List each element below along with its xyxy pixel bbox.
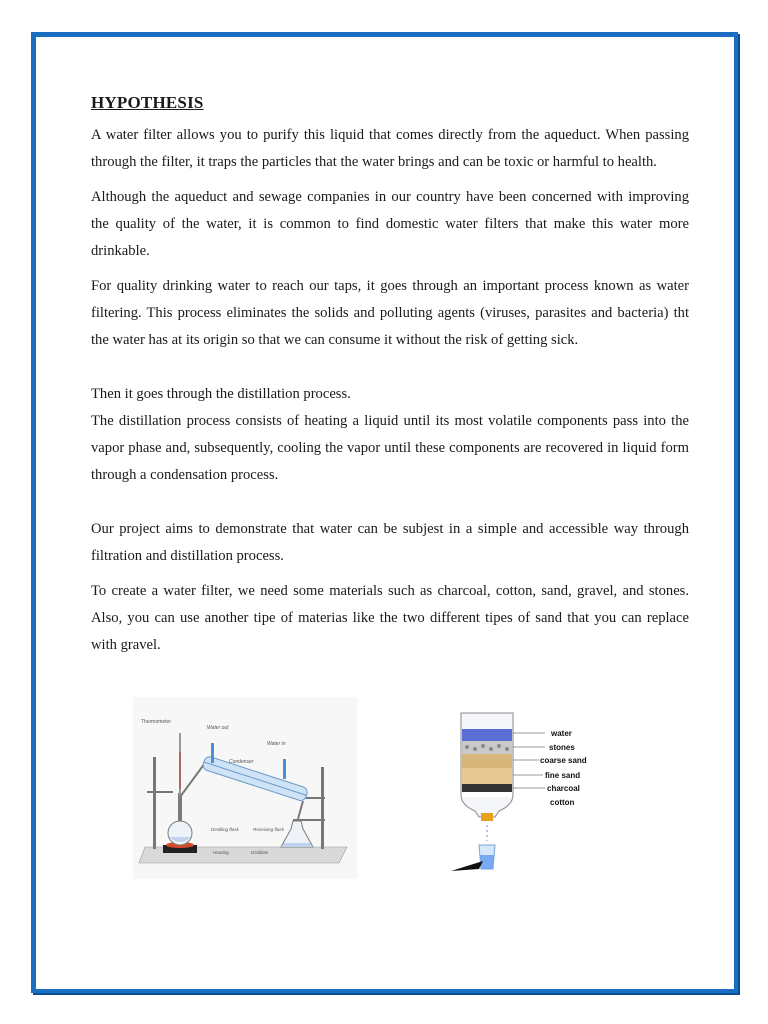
- figures-row: [0, 697, 768, 887]
- paragraph-distillation-process: The distillation process consists of heating a liquid until its most volatile components pass into the vapor phase and, subsequently, cooling the vapor until these components are recovered in liquid form through a condensation process.: [91, 413, 689, 483]
- distillation-apparatus-diagram: [133, 697, 357, 879]
- layer-label-coarse-sand: coarse sand: [540, 756, 587, 765]
- receiving-flask-label: Receiving flask: [253, 827, 284, 832]
- layer-label-stones: stones: [549, 743, 575, 752]
- distilling-flask-label: Distilling flask: [211, 827, 239, 832]
- paragraph-filtering: For quality drinking water to reach our taps, it goes through an important process known as water filtering. This process eliminates the solids and polluting agents (viruses, parasites and bacteria) tht the water has at its origin so that we can consume it without the risk of getting sick.: [91, 278, 689, 348]
- paragraph-water-filter: A water filter allows you to purify this liquid that comes directly from the aqueduct. When passing through the filter, it traps the particles that the water brings and can be toxic or harmful to health.: [91, 127, 689, 170]
- condenser-label: Condenser: [229, 759, 254, 765]
- paragraph-distillation-intro: Then it goes through the distillation process.: [91, 386, 351, 402]
- layer-label-charcoal: charcoal: [547, 784, 580, 793]
- water-in-label: Water in: [267, 741, 286, 747]
- paragraph-project-aim: Our project aims to demonstrate that water can be subjest in a simple and accessible way through filtration and distillation process.: [91, 521, 689, 564]
- section-heading: HYPOTHESIS: [91, 93, 204, 112]
- water-out-label: Water out: [207, 725, 229, 731]
- thermometer-label: Thermometer: [141, 719, 172, 725]
- document-body: [91, 90, 689, 667]
- distillate-label: Distillate: [251, 850, 269, 855]
- layer-label-fine-sand: fine sand: [545, 771, 581, 780]
- paragraph-aqueduct: Although the aqueduct and sewage companies in our country have been concerned with improving the quality of the water, it is common to find domestic water filters that make this water more drinkable.: [91, 189, 689, 259]
- paragraph-materials: To create a water filter, we need some materials such as charcoal, cotton, sand, gravel, and stones. Also, you can use another tipe of materias like the two different tipes of sand that you can replace with gravel.: [91, 583, 689, 653]
- water-filter-diagram: [449, 707, 599, 877]
- layer-label-cotton: cotton: [550, 798, 575, 807]
- heating-label: Heating: [213, 850, 229, 855]
- layer-label-water: water: [551, 729, 572, 738]
